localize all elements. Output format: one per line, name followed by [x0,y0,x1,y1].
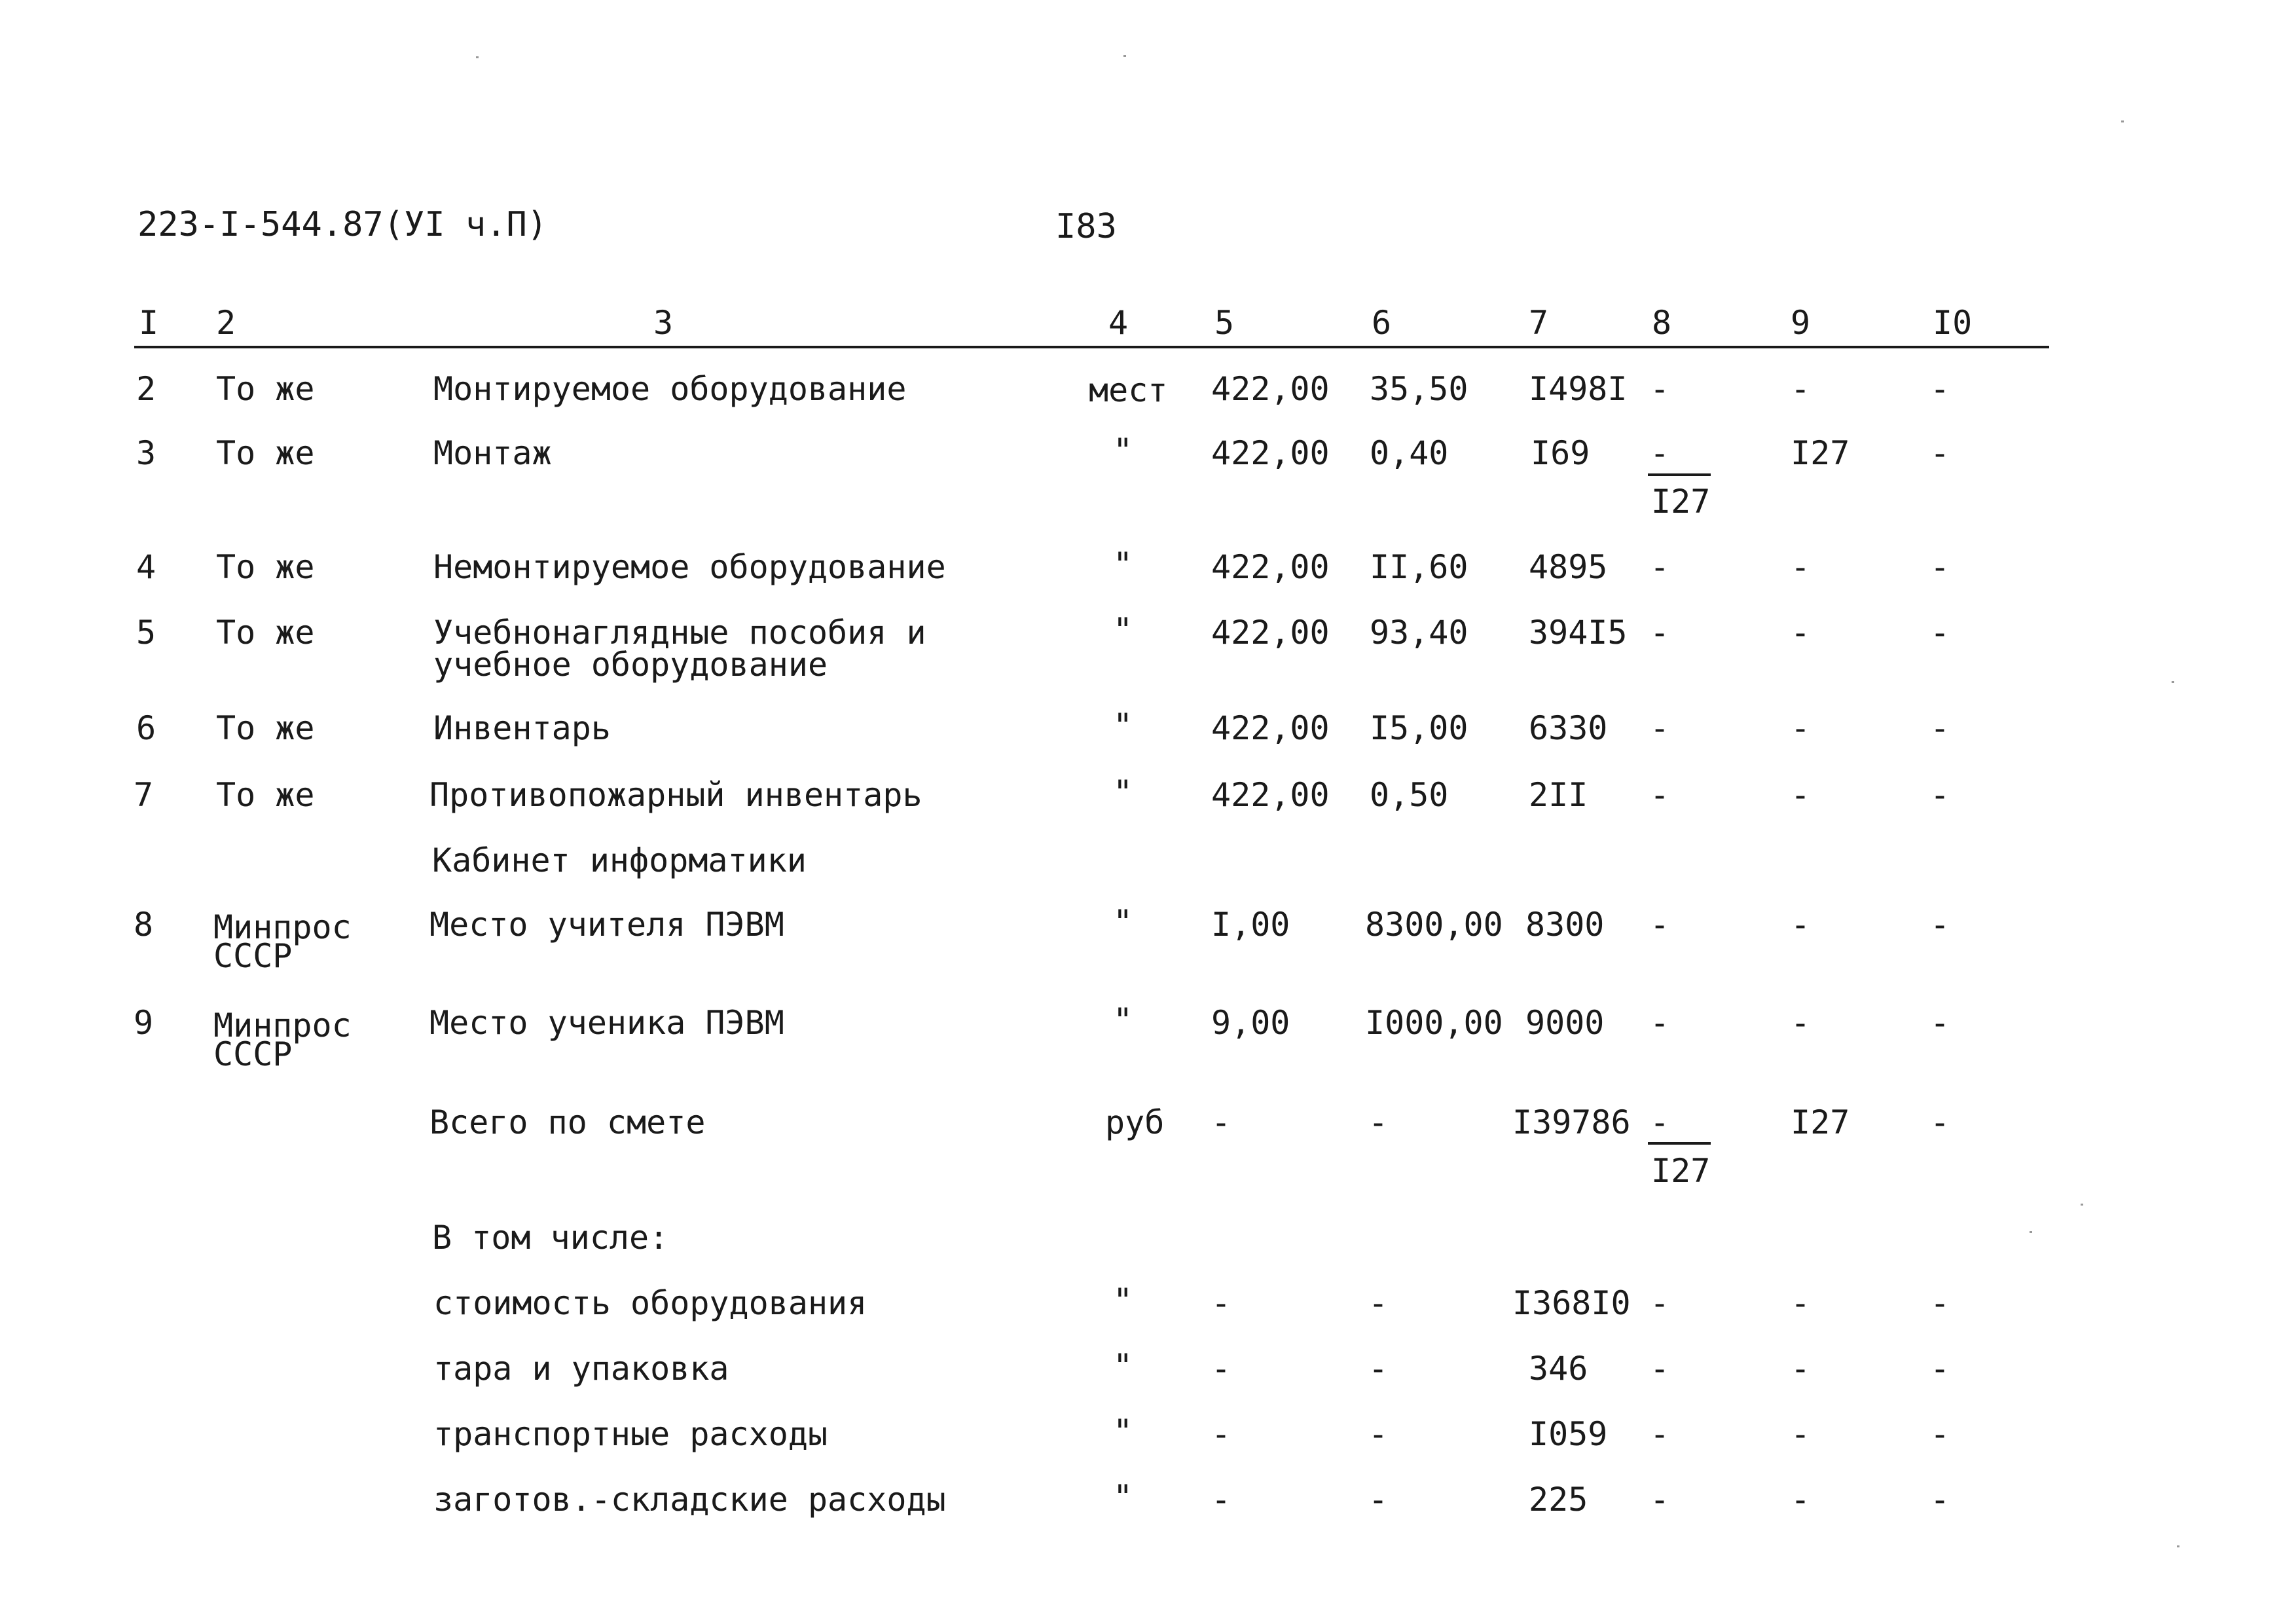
item-name: Место учителя ПЭВМ [429,906,784,944]
col8-denominator: I27 [1651,483,1711,521]
unit-cell: руб [1105,1103,1165,1141]
price-cell: - [1368,1103,1389,1141]
item-name: заготов.-складские расходы [433,1481,946,1519]
price-cell: I000,00 [1365,1004,1503,1042]
col8-cell: - [1650,1284,1670,1322]
col10-cell: - [1930,1284,1950,1322]
col8-cell: - [1650,548,1670,586]
quantity-cell: 422,00 [1211,776,1330,814]
col10-cell: - [1930,776,1950,814]
fraction-line [1648,1142,1711,1145]
scan-speck [2177,1545,2179,1547]
quantity-cell: - [1211,1350,1231,1388]
col8-cell: - [1650,1481,1670,1519]
item-name: Инвентарь [433,709,611,747]
item-name: Немонтируемое оборудование [433,548,946,586]
item-name-line-1: Учебнонаглядные пособия и [433,614,926,652]
row-number: 9 [134,1004,154,1042]
col10-cell: - [1930,906,1950,944]
col9-cell: I27 [1791,1103,1850,1141]
col10-cell: - [1930,1103,1950,1141]
supplier-line-1: Минпрос [213,1006,352,1044]
col10-cell: - [1930,1350,1950,1388]
col8-denominator: I27 [1651,1152,1711,1190]
total-cell: 2II [1529,776,1588,814]
total-cell: 225 [1529,1481,1588,1519]
total-cell: 9000 [1525,1004,1605,1042]
col9-cell: - [1791,776,1811,814]
item-name-line-2: учебное оборудование [433,646,828,684]
column-header-9: 9 [1791,304,1811,342]
supplier-cell: То же [216,709,315,747]
breakdown-heading: В том числе: [432,1219,669,1257]
price-cell: - [1368,1415,1389,1453]
unit-cell: " [1113,1412,1133,1450]
price-cell: - [1368,1350,1389,1388]
scan-speck [2172,681,2174,683]
price-cell: - [1368,1284,1389,1322]
col10-cell: - [1930,614,1950,652]
col8-cell: - [1650,776,1670,814]
quantity-cell: 422,00 [1211,614,1330,652]
col9-cell: I27 [1791,434,1850,472]
col8-cell: - [1650,614,1670,652]
col8-cell: - [1650,1415,1670,1453]
quantity-cell: 422,00 [1211,548,1330,586]
column-header-10: I0 [1933,304,1973,342]
column-header-5: 5 [1214,304,1235,342]
col10-cell: - [1930,548,1950,586]
row-number: 7 [134,776,154,814]
col9-cell: - [1791,1284,1811,1322]
fraction-line [1648,473,1711,476]
scan-speck [1123,55,1126,57]
quantity-cell: - [1211,1415,1231,1453]
header-rule [134,346,2049,348]
supplier-line-1: Минпрос [213,908,352,946]
col9-cell: - [1791,906,1811,944]
col10-cell: - [1930,1481,1950,1519]
col8-cell: - [1650,906,1670,944]
column-header-8: 8 [1652,304,1672,342]
quantity-cell: I,00 [1211,906,1290,944]
item-name: Место ученика ПЭВМ [429,1004,784,1042]
row-number: 6 [136,709,156,747]
scan-speck [2030,1231,2032,1233]
col10-cell: - [1930,1415,1950,1453]
unit-cell: " [1113,1001,1133,1039]
unit-cell: " [1113,773,1133,811]
unit-cell: " [1113,1478,1133,1516]
unit-cell: " [1113,707,1133,745]
row-number: 2 [136,370,156,408]
col9-cell: - [1791,1481,1811,1519]
row-number: 8 [134,906,154,944]
row-number: 4 [136,548,156,586]
page-number: I83 [1055,207,1117,246]
quantity-cell: - [1211,1481,1231,1519]
price-cell: 35,50 [1370,370,1468,408]
col8-numerator: - [1650,1103,1670,1141]
col9-cell: - [1791,1004,1811,1042]
total-cell: I69 [1531,434,1590,472]
unit-cell: " [1113,1347,1133,1385]
price-cell: 0,50 [1370,776,1449,814]
column-header-4: 4 [1108,304,1129,342]
document-code: 223-I-544.87(УI ч.П) [137,205,548,244]
column-header-6: 6 [1372,304,1392,342]
price-cell: 8300,00 [1365,906,1503,944]
supplier-cell: То же [216,548,315,586]
scan-speck [476,56,479,58]
col10-cell: - [1930,370,1950,408]
unit-cell: " [1113,545,1133,583]
col9-cell: - [1791,1415,1811,1453]
item-name: Монтаж [433,434,552,472]
scan-speck [2121,120,2124,122]
price-cell: I5,00 [1370,709,1468,747]
total-cell: 6330 [1529,709,1608,747]
row-number: 3 [136,434,156,472]
item-name: стоимость оборудования [433,1284,867,1322]
col8-cell: - [1650,370,1670,408]
supplier-cell: То же [216,614,315,652]
quantity-cell: - [1211,1284,1231,1322]
supplier-cell: То же [216,776,315,814]
col10-cell: - [1930,1004,1950,1042]
total-cell: I39786 [1512,1103,1631,1141]
column-header-1: I [139,304,159,342]
quantity-cell: 422,00 [1211,370,1330,408]
unit-cell: " [1113,432,1133,470]
unit-cell: " [1113,1282,1133,1320]
col10-cell: - [1930,434,1950,472]
quantity-cell: 9,00 [1211,1004,1290,1042]
supplier-cell: То же [216,370,315,408]
total-cell: 346 [1529,1350,1588,1388]
col8-cell: - [1650,709,1670,747]
item-name: транспортные расходы [433,1415,828,1453]
total-cell: I059 [1529,1415,1608,1453]
price-cell: 93,40 [1370,614,1468,652]
supplier-line-2: СССР [213,1035,293,1073]
total-cell: 394I5 [1529,614,1628,652]
price-cell: II,60 [1370,548,1468,586]
supplier-cell: То же [216,434,315,472]
total-label: Всего по смете [429,1103,706,1141]
total-cell: I368I0 [1512,1284,1631,1322]
total-cell: 8300 [1525,906,1605,944]
quantity-cell: 422,00 [1211,709,1330,747]
row-number: 5 [136,614,156,652]
item-name: Противопожарный инвентарь [429,776,922,814]
scan-speck [2081,1204,2083,1206]
col9-cell: - [1791,709,1811,747]
col9-cell: - [1791,1350,1811,1388]
unit-cell: " [1113,903,1133,941]
col10-cell: - [1930,709,1950,747]
price-cell: 0,40 [1370,434,1449,472]
column-header-2: 2 [216,304,236,342]
total-cell: I498I [1529,370,1628,408]
unit-cell: мест [1089,371,1168,409]
quantity-cell: - [1211,1103,1231,1141]
section-heading: Кабинет информатики [432,841,807,879]
unit-cell: " [1113,611,1133,649]
col8-cell: - [1650,1004,1670,1042]
column-header-3: 3 [653,304,674,342]
quantity-cell: 422,00 [1211,434,1330,472]
col9-cell: - [1791,370,1811,408]
item-name: тара и упаковка [433,1350,729,1388]
col9-cell: - [1791,614,1811,652]
price-cell: - [1368,1481,1389,1519]
supplier-line-2: СССР [213,937,293,975]
col8-cell: - [1650,1350,1670,1388]
total-cell: 4895 [1529,548,1608,586]
col8-numerator: - [1650,434,1670,472]
column-header-7: 7 [1529,304,1549,342]
item-name: Монтируемое оборудование [433,370,907,408]
col9-cell: - [1791,548,1811,586]
